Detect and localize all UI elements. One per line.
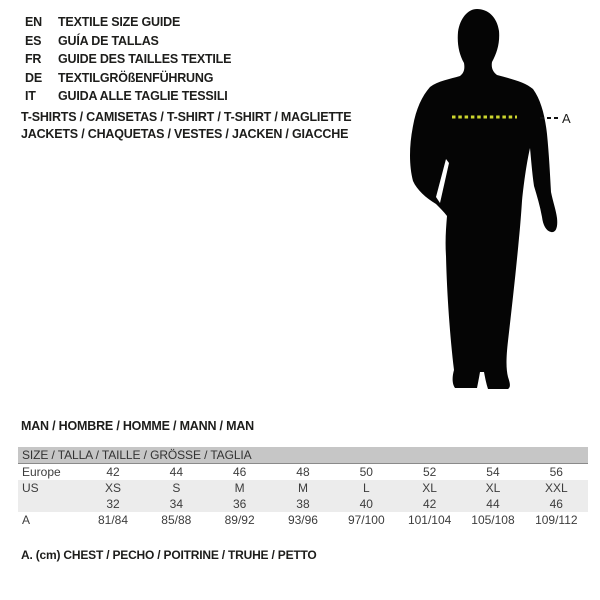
size-cell: M (297, 481, 308, 495)
chest-measure-footnote: A. (cm) CHEST / PECHO / POITRINE / TRUHE / PETTO (21, 548, 317, 562)
language-label: GUIDA ALLE TAGLIE TESSILI (58, 89, 228, 103)
size-cell: XL (485, 481, 501, 495)
language-row (25, 13, 231, 32)
size-cell: S (172, 481, 181, 495)
product-line-jackets: JACKETS / CHAQUETAS / VESTES / JACKEN / GIACCHE (21, 127, 349, 141)
size-cell: 36 (232, 497, 247, 511)
size-cell: 46 (232, 465, 247, 479)
product-line-tshirts: T-SHIRTS / CAMISETAS / T-SHIRT / T-SHIRT / MAGLIETTE (21, 110, 352, 124)
language-code: FR (25, 52, 42, 66)
row-label: Europe (22, 465, 61, 479)
row-label: US (22, 481, 39, 495)
size-cell: 52 (422, 465, 437, 479)
size-cell: 101/104 (407, 513, 452, 527)
language-list (25, 13, 231, 106)
language-label: TEXTILGRÖßENFÜHRUNG (58, 70, 214, 85)
size-cell: 42 (106, 465, 120, 479)
man-silhouette-figure (400, 5, 575, 395)
size-cell: 105/108 (471, 513, 515, 527)
row-label (18, 496, 81, 512)
language-label: GUÍA DE TALLAS (58, 33, 159, 48)
size-cell: 42 (422, 497, 437, 511)
language-row (25, 69, 231, 88)
size-cell: L (362, 481, 370, 495)
size-cell: 32 (106, 497, 120, 511)
size-cell: 44 (169, 465, 183, 479)
size-cell: M (234, 481, 245, 495)
size-cell: 48 (296, 465, 310, 479)
language-row (25, 32, 231, 51)
size-cell: 85/88 (161, 513, 192, 527)
size-cell: 56 (549, 465, 563, 479)
size-cell: 109/112 (535, 513, 578, 527)
section-title-man: MAN / HOMBRE / HOMME / MANN / MAN (21, 419, 254, 433)
language-row (25, 50, 231, 69)
table-row-europe (18, 464, 588, 481)
size-cell: XXL (544, 481, 568, 495)
language-code: DE (25, 70, 42, 85)
size-cell: 97/100 (347, 513, 385, 527)
size-cell: 46 (549, 497, 563, 511)
size-cell: 44 (486, 497, 500, 511)
size-cell: 38 (296, 497, 310, 511)
size-cell: 81/84 (97, 513, 128, 527)
table-row-us-numeric (18, 496, 588, 512)
language-row (25, 87, 231, 106)
size-cell: XS (104, 481, 121, 495)
language-label: GUIDE DES TAILLES TEXTILE (58, 52, 232, 66)
man-silhouette (410, 9, 557, 389)
size-cell: 40 (359, 497, 373, 511)
table-header: SIZE / TALLA / TAILLE / GRÖSSE / TAGLIA (18, 447, 588, 464)
size-cell: 93/96 (287, 513, 318, 527)
size-cell: 34 (169, 497, 183, 511)
row-label: A (22, 513, 31, 527)
language-label: TEXTILE SIZE GUIDE (58, 15, 181, 29)
size-cell: XL (422, 481, 437, 495)
size-table (18, 447, 588, 528)
language-code: EN (25, 15, 42, 29)
table-row-chest-cm (18, 512, 588, 528)
size-cell: 50 (359, 465, 373, 479)
chest-measure-label: A (562, 111, 571, 126)
language-code: IT (25, 89, 36, 103)
product-categories (21, 109, 351, 143)
table-header-row (18, 447, 588, 464)
size-cell: 54 (486, 465, 500, 479)
size-cell: 89/92 (224, 513, 255, 527)
language-code: ES (25, 33, 42, 48)
table-row-us (18, 480, 588, 496)
